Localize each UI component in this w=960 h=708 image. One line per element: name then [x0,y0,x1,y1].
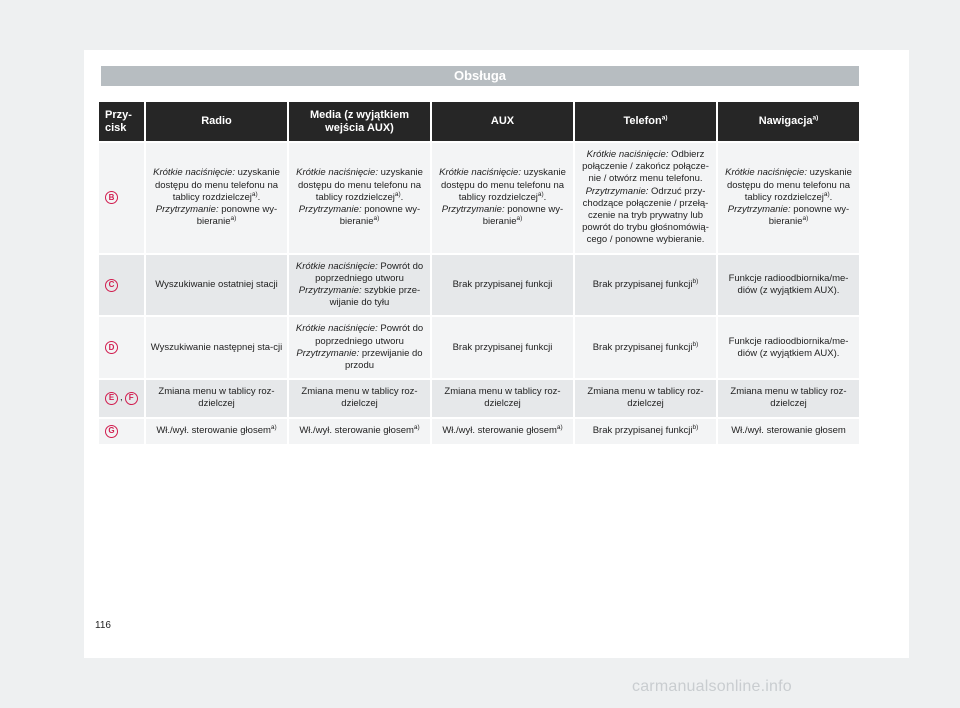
cell-text: . [829,191,833,203]
footnote-mark: a) [270,423,277,431]
footnote-mark: a) [537,190,544,198]
column-header-media [289,102,430,141]
table-row [99,419,859,444]
cell-text: . [543,191,547,203]
footnote-mark: a) [230,214,237,222]
button-key-badge: F [125,392,138,405]
column-header-button [99,102,144,141]
page-number: 116 [95,620,111,631]
table-row [99,380,859,416]
cell-text: szybkie prze-wijanie do tyłu [329,285,421,309]
cell-label-hold: Przytrzymanie: [727,203,791,215]
cell-text: ponowne wy-bieranie [482,203,564,228]
footnote-mark: a) [394,190,401,198]
button-key-cell [99,419,144,444]
column-header-radio [146,102,287,141]
cell-text: Zmiana menu w tablicy roz-dzielczej [730,386,847,410]
table-row [99,255,859,316]
column-header-text: Nawigacja [758,115,813,127]
table-cell [432,317,573,378]
cell-text: przewijanie do przodu [344,347,423,372]
cell-label-short-press: Krótkie naciśnięcie: [725,167,807,179]
cell-label-short-press: Krótkie naciśnięcie: [295,260,378,272]
table-cell [718,419,859,444]
cell-text: Wł./wył. sterowanie głosem [731,425,846,437]
cell-text: Zmiana menu w tablicy roz-dzielczej [158,386,275,410]
cell-text: Wyszukiwanie następnej sta-cji [150,341,283,353]
footnote-mark: a) [413,423,420,431]
cell-text: ponowne wy-bieranie [339,203,421,228]
footnote-mark: b) [692,340,699,348]
table-cell [289,143,430,253]
button-key-badge: G [105,425,118,438]
table-cell [146,419,287,444]
cell-text: Funkcje radioodbiornika/me-diów (z wyjątkiem AUX). [728,272,849,297]
cell-label-short-press: Krótkie naciśnięcie: [439,167,521,179]
cell-text: . [257,191,261,203]
column-header-text: AUX [490,115,515,127]
footnote-mark: a) [802,214,809,222]
footnote-mark: a) [661,114,668,122]
cell-text: Wł./wył. sterowanie głosem [156,425,271,437]
cell-label-short-press: Krótkie naciśnięcie: [295,323,378,335]
table-cell [718,380,859,416]
table-cell [718,317,859,378]
table-cell [575,380,716,416]
cell-label-hold: Przytrzymanie: [298,285,362,297]
button-key-cell [99,317,144,378]
cell-text: Wyszukiwanie ostatniej stacji [155,278,278,290]
button-key-badge: E [105,392,118,405]
cell-label-short-press: Krótkie naciśnięcie: [586,149,669,160]
cell-label-hold: Przytrzymanie: [296,347,360,359]
table-cell [289,380,430,416]
table-cell [146,380,287,416]
table-cell [289,317,430,378]
cell-text: Odbierz połączenie / zakończ połącze-nie / otwórz menu telefonu. [582,149,709,185]
table-cell [432,143,573,253]
cell-text: Funkcje radioodbiornika/me-diów (z wyjątkiem AUX). [728,335,849,359]
cell-label-short-press: Krótkie naciśnięcie: [153,167,235,179]
footnote-mark: b) [692,423,699,431]
button-key-badge: B [105,191,118,204]
table-cell [575,317,716,378]
footnote-mark: a) [823,190,830,198]
footnote-mark: a) [516,214,523,222]
key-separator: , [120,392,123,404]
table-row [99,317,859,378]
cell-label-hold: Przytrzymanie: [155,203,219,215]
cell-text: ponowne wy-bieranie [196,203,278,228]
cell-text: Zmiana menu w tablicy roz-dzielczej [301,386,418,410]
footnote-mark: a) [556,423,563,431]
footnote-mark: a) [373,214,380,222]
button-key-cell [99,255,144,316]
table-cell [289,419,430,444]
table-cell [432,255,573,316]
table-row [99,143,859,253]
footnote-mark: a) [812,114,819,122]
cell-label-hold: Przytrzymanie: [585,185,649,197]
cell-text: Odrzuć przy-chodzące połączenie / przełą-czenie na tryb prywatny lub powrót do trybu głośnomówią-cego / ponowne wybieranie. [582,185,709,246]
cell-label-short-press: Krótkie naciśnięcie: [296,167,378,179]
table-cell [575,255,716,316]
cell-text: Powrót do poprzedniego utworu [315,260,424,284]
column-header-aux [432,102,573,141]
table-cell [146,317,287,378]
cell-text: uzyskanie dostępu do menu telefonu na tablicy rozdzielczej [154,167,280,203]
button-key-cell [99,380,144,416]
section-header: Obsługa [101,66,859,86]
button-key-badge: D [105,341,118,354]
table-cell [718,143,859,253]
footnote-mark: a) [251,190,258,198]
table-cell [432,380,573,416]
cell-text: Zmiana menu w tablicy roz-dzielczej [444,386,561,410]
button-key-cell [99,143,144,253]
column-header-text: Radio [201,115,232,127]
column-header-text: Przy- cisk [105,108,132,134]
cell-text: Wł./wył. sterowanie głosem [442,425,557,437]
table-cell [146,143,287,253]
column-header-phone [575,102,716,141]
table-cell [146,255,287,316]
table-header-row [99,102,859,141]
table-cell [575,419,716,444]
cell-text: . [400,191,404,203]
watermark: carmanualsonline.info [632,678,792,695]
column-header-text: Telefon [623,115,662,127]
cell-text: ponowne wy-bieranie [768,203,850,228]
cell-text: Brak przypisanej funkcji [592,278,693,290]
cell-text: uzyskanie dostępu do menu telefonu na tablicy rozdzielczej [726,167,852,203]
table-cell [289,255,430,316]
cell-text: Wł./wył. sterowanie głosem [299,425,414,437]
cell-text: Brak przypisanej funkcji [592,341,693,353]
cell-text: Brak przypisanej funkcji [452,341,553,353]
cell-label-hold: Przytrzymanie: [298,203,362,215]
cell-text: Powrót do poprzedniego utworu [315,323,424,347]
cell-text: Brak przypisanej funkcji [452,278,553,290]
column-header-navigation [718,102,859,141]
button-key-badge: C [105,279,118,292]
table-cell [718,255,859,316]
footnote-mark: b) [692,277,699,285]
table-cell [575,143,716,253]
controls-table [97,100,861,446]
cell-text: uzyskanie dostępu do menu telefonu na tablicy rozdzielczej [297,167,423,203]
cell-label-hold: Przytrzymanie: [441,203,505,215]
cell-text: Zmiana menu w tablicy roz-dzielczej [587,386,704,410]
column-header-text: Media (z wyjątkiem wejścia AUX) [309,108,410,134]
table-cell [432,419,573,444]
cell-text: Brak przypisanej funkcji [592,425,693,437]
cell-text: uzyskanie dostępu do menu telefonu na tablicy rozdzielczej [440,167,566,203]
